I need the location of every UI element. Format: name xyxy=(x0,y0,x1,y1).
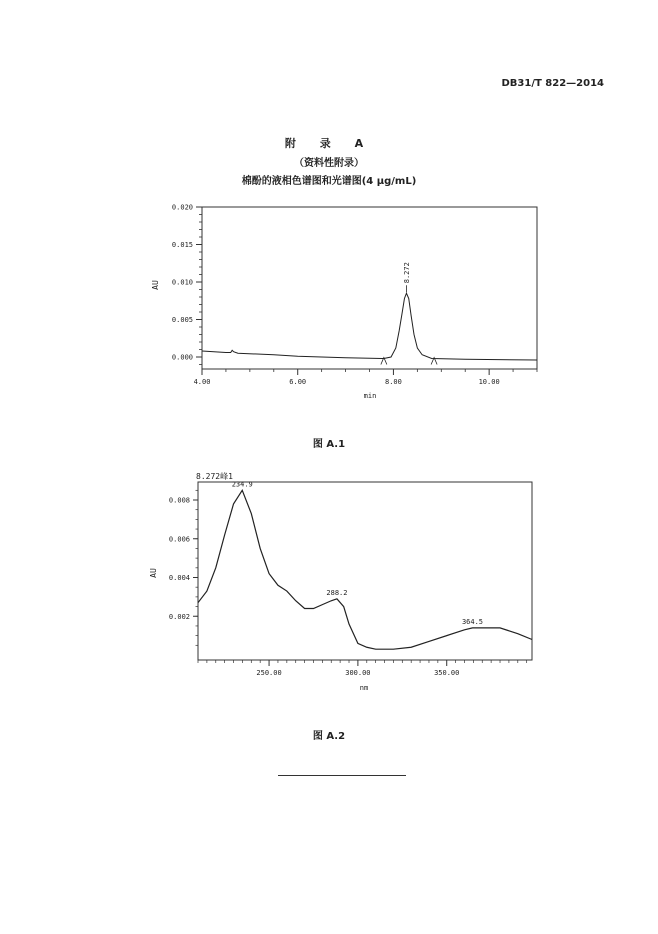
y-axis-label: AU xyxy=(151,280,160,290)
y-tick-label: 0.000 xyxy=(171,353,193,362)
peak-label: 234.9 xyxy=(231,480,253,489)
x-axis xyxy=(198,660,527,677)
x-tick-label: 10.00 xyxy=(478,378,500,386)
appendix-type: （资料性附录） xyxy=(294,158,364,169)
baseline-markers xyxy=(381,358,437,365)
figure-caption-a1: 图 A.1 xyxy=(312,439,346,450)
y-tick-label: 0.010 xyxy=(171,278,193,287)
peak-label: 288.2 xyxy=(326,588,348,597)
y-tick-label: 0.002 xyxy=(168,612,190,621)
spectrum-title: 8.272峰1 xyxy=(196,472,233,481)
x-axis-label: min xyxy=(363,392,377,400)
chromatogram-chart xyxy=(130,195,550,410)
x-tick-label: 8.00 xyxy=(384,378,402,386)
y-axis xyxy=(169,490,198,645)
document-code: DB31/T 822—2014 xyxy=(501,78,604,89)
x-tick-label: 6.00 xyxy=(289,378,307,386)
plot-frame xyxy=(202,207,537,369)
footer-rule xyxy=(278,775,406,776)
y-tick-label: 0.008 xyxy=(168,496,190,505)
spectrum-chart xyxy=(130,468,550,698)
plot-frame xyxy=(198,482,532,660)
y-tick-label: 0.006 xyxy=(168,535,190,544)
x-axis xyxy=(194,369,537,386)
figure-caption-a2: 图 A.2 xyxy=(312,731,346,742)
chromatogram-trace xyxy=(202,293,537,360)
x-axis-label: nm xyxy=(359,684,369,692)
appendix-subtitle: 棉酚的液相色谱图和光谱图(4 μg/mL) xyxy=(241,176,417,187)
y-tick-label: 0.020 xyxy=(171,203,193,212)
x-tick-label: 300.00 xyxy=(345,669,371,677)
y-tick-label: 0.005 xyxy=(171,316,193,324)
x-tick-label: 350.00 xyxy=(434,669,460,677)
y-axis-label: AU xyxy=(149,568,158,578)
y-axis xyxy=(172,204,202,365)
x-tick-label: 4.00 xyxy=(193,378,211,386)
x-tick-label: 250.00 xyxy=(256,669,282,677)
y-tick-label: 0.004 xyxy=(168,574,190,582)
peak-label: 364.5 xyxy=(461,617,484,626)
y-tick-label: 0.015 xyxy=(171,241,193,249)
peak-labels xyxy=(232,480,483,626)
appendix-title: 附 录 A xyxy=(284,137,374,150)
peak-label: 8.272 xyxy=(402,262,411,284)
